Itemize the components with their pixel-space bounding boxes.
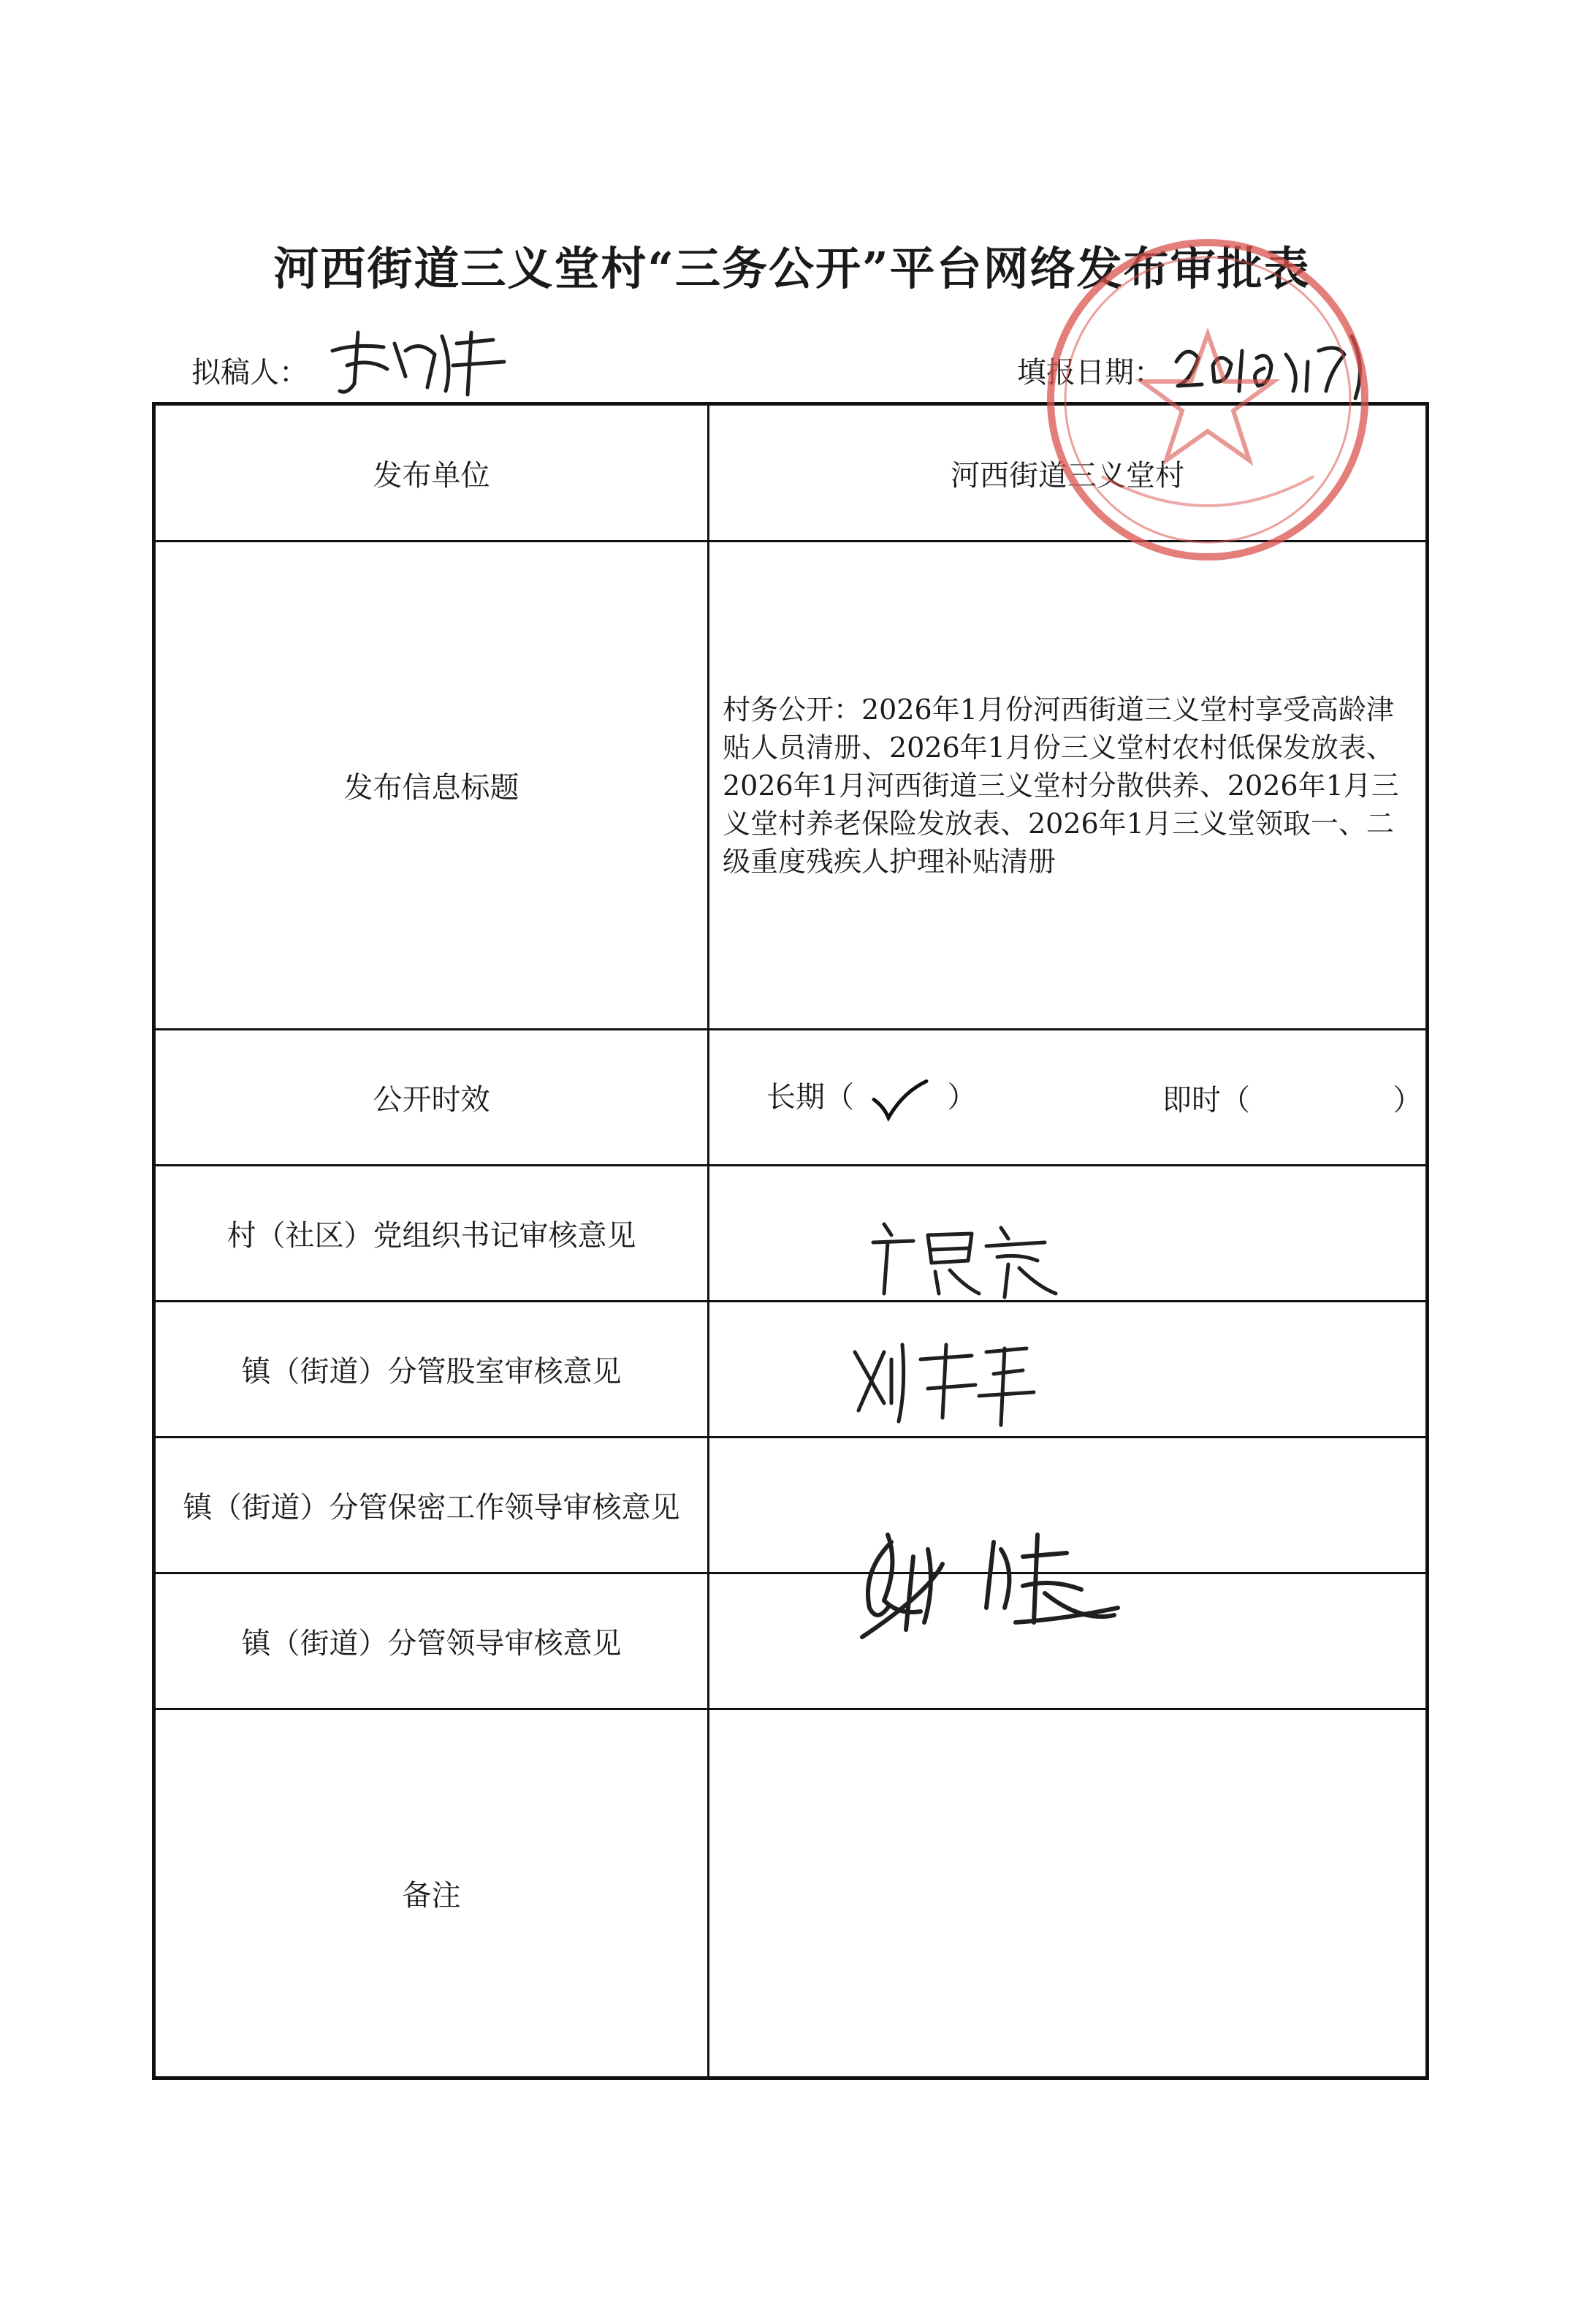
office-review-label: 镇（街道）分管股室审核意见 <box>154 1302 709 1438</box>
leader-review-label: 镇（街道）分管领导审核意见 <box>154 1573 709 1709</box>
office-review-signature <box>848 1330 1037 1432</box>
period-now-close: ） <box>1393 1083 1423 1117</box>
period-now-label: 即时（ <box>1162 1083 1250 1117</box>
approval-table <box>152 402 1429 2080</box>
office-review-opinion <box>709 1302 1428 1438</box>
row-secrecy-leader <box>154 1438 1428 1573</box>
period-label: 公开时效 <box>154 1030 709 1166</box>
period-long-label: 长期（ <box>766 1080 854 1114</box>
info-title-value: 村务公开：2026年1月份河西街道三义堂村享受高龄津贴人员清册、2026年1月份三义堂村农村低保发放表、2026年1月河西街道三义堂村分散供养、2026年1月三义堂村养老保险发放表、2026年1月三义堂领取一、二级重度残疾人护理补贴清册 <box>723 693 1399 878</box>
drafter-signature <box>325 322 515 402</box>
remarks-label: 备注 <box>154 1709 709 2078</box>
page-title: 河西街道三义堂村“三务公开”平台网络发布审批表 <box>273 242 1311 295</box>
drafter-label: 拟稿人： <box>191 356 308 390</box>
village-secretary-label: 村（社区）党组织书记审核意见 <box>154 1166 709 1302</box>
period-long-close: ） <box>947 1080 977 1114</box>
checkmark-icon <box>868 1077 934 1121</box>
remarks-value <box>709 1709 1428 2078</box>
row-village-secretary <box>154 1166 1428 1302</box>
secrecy-leader-label: 镇（街道）分管保密工作领导审核意见 <box>154 1438 709 1573</box>
row-office-review <box>154 1302 1428 1438</box>
row-leader-review <box>154 1573 1428 1709</box>
official-seal-stamp <box>1036 228 1379 571</box>
period-options <box>709 1030 1428 1166</box>
village-secretary-signature <box>862 1213 1067 1308</box>
period-long-option <box>766 1074 976 1121</box>
info-title-label: 发布信息标题 <box>154 542 709 1030</box>
row-remarks <box>154 1709 1428 2078</box>
publisher-value: 河西街道三义堂村 <box>709 404 1428 542</box>
row-info-title <box>154 542 1428 1030</box>
leader-review-signature <box>848 1520 1125 1644</box>
row-period <box>154 1030 1428 1166</box>
info-title-cell <box>709 542 1428 1030</box>
fill-date-label: 填报日期： <box>1017 356 1163 390</box>
period-now-option <box>1162 1076 1422 1118</box>
village-secretary-opinion <box>709 1166 1428 1302</box>
publisher-label: 发布单位 <box>154 404 709 542</box>
